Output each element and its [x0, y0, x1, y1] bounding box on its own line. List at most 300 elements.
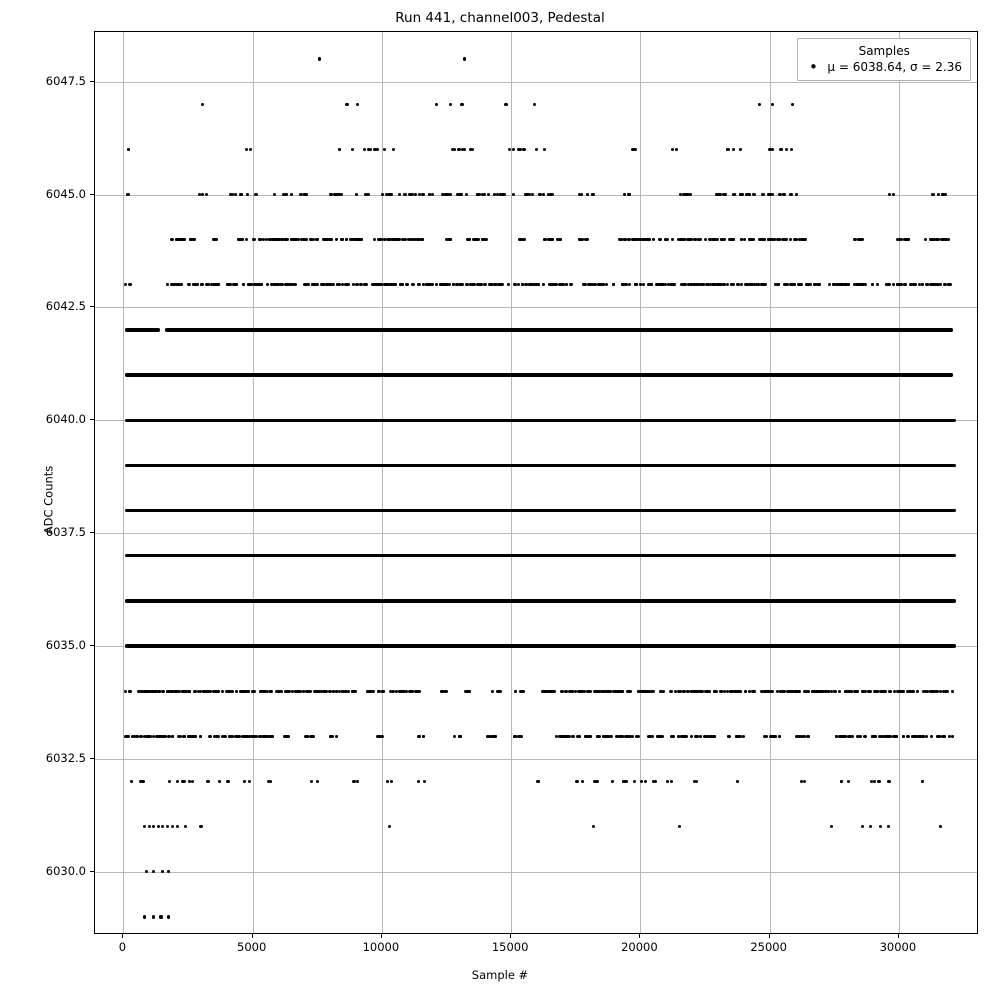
data-point — [463, 148, 466, 151]
data-point — [335, 735, 338, 738]
data-point — [167, 870, 170, 873]
data-point — [410, 193, 413, 196]
data-point — [913, 735, 916, 738]
x-tick — [381, 934, 382, 938]
x-tick — [510, 934, 511, 938]
data-point — [161, 690, 164, 693]
data-point — [558, 735, 561, 738]
data-point — [248, 780, 251, 783]
data-point — [678, 825, 681, 828]
data-point — [924, 238, 927, 241]
data-point — [523, 238, 526, 241]
data-point — [168, 690, 171, 693]
x-tick-label: 30000 — [879, 940, 917, 954]
data-point — [680, 735, 683, 738]
data-point — [381, 690, 384, 693]
data-point — [892, 193, 895, 196]
data-point — [166, 283, 169, 286]
data-point — [925, 735, 928, 738]
data-point — [386, 780, 389, 783]
data-point — [670, 780, 673, 783]
data-point — [201, 103, 204, 106]
data-point — [512, 193, 515, 196]
data-point — [921, 735, 924, 738]
data-point — [702, 283, 705, 286]
data-point — [183, 735, 186, 738]
data-point — [631, 148, 634, 151]
data-point — [844, 735, 847, 738]
data-point — [152, 915, 155, 918]
data-point — [201, 193, 204, 196]
data-point — [943, 283, 946, 286]
data-point — [786, 283, 789, 286]
data-point — [417, 690, 420, 693]
data-point — [199, 735, 202, 738]
data-point — [324, 690, 327, 693]
data-point — [159, 915, 162, 918]
data-point — [942, 735, 945, 738]
data-point — [335, 238, 338, 241]
data-point — [487, 193, 490, 196]
page-title: Run 441, channel003, Pedestal — [395, 10, 605, 26]
data-point — [269, 690, 272, 693]
data-point — [517, 148, 520, 151]
data-band — [125, 419, 956, 422]
data-point — [377, 690, 380, 693]
data-point — [867, 690, 870, 693]
data-point — [313, 690, 316, 693]
data-point — [260, 283, 263, 286]
data-point — [130, 780, 133, 783]
data-point — [612, 283, 615, 286]
data-point — [637, 690, 640, 693]
data-point — [827, 690, 830, 693]
data-point — [345, 238, 348, 241]
data-point — [273, 193, 276, 196]
data-point — [591, 193, 594, 196]
data-point — [203, 690, 206, 693]
data-point — [548, 690, 551, 693]
data-point — [290, 193, 293, 196]
data-point — [199, 825, 202, 828]
data-point — [937, 238, 940, 241]
data-point — [230, 690, 233, 693]
data-point — [145, 735, 148, 738]
data-point — [124, 690, 127, 693]
data-point — [624, 780, 627, 783]
data-point — [771, 148, 774, 151]
x-tick-label: 20000 — [621, 940, 658, 954]
y-tick-label: 6040.0 — [45, 412, 86, 427]
data-point — [453, 735, 456, 738]
data-point — [388, 825, 391, 828]
data-point — [245, 238, 248, 241]
data-point — [463, 57, 466, 60]
data-point — [861, 690, 864, 693]
data-point — [537, 780, 540, 783]
data-point — [889, 690, 892, 693]
data-point — [538, 193, 541, 196]
data-point — [611, 780, 614, 783]
data-point — [242, 283, 245, 286]
data-point — [783, 238, 786, 241]
data-point — [581, 780, 584, 783]
data-point — [578, 735, 581, 738]
data-point — [175, 238, 178, 241]
data-point — [168, 780, 171, 783]
data-point — [193, 238, 196, 241]
data-point — [127, 193, 130, 196]
x-axis-label: Sample # — [471, 968, 529, 982]
data-point — [726, 283, 729, 286]
data-point — [911, 690, 914, 693]
data-point — [380, 735, 383, 738]
data-point — [619, 735, 622, 738]
data-point — [652, 690, 655, 693]
data-point — [635, 283, 638, 286]
y-tick — [90, 194, 94, 195]
data-point — [444, 690, 447, 693]
data-point — [723, 193, 726, 196]
data-point — [618, 690, 621, 693]
x-tick — [769, 934, 770, 938]
data-point — [565, 283, 568, 286]
data-point — [878, 780, 881, 783]
data-point — [458, 735, 461, 738]
data-point — [157, 825, 160, 828]
data-point — [732, 148, 735, 151]
data-point — [640, 780, 643, 783]
data-band — [165, 328, 953, 331]
data-point — [893, 690, 896, 693]
data-point — [906, 735, 909, 738]
data-point — [793, 238, 796, 241]
data-point — [490, 283, 493, 286]
grid-line-horizontal — [95, 533, 977, 534]
data-point — [304, 735, 307, 738]
y-tick-label: 6047.5 — [45, 73, 86, 88]
data-point — [503, 193, 506, 196]
data-point — [876, 690, 879, 693]
data-point — [861, 825, 864, 828]
data-point — [690, 735, 693, 738]
data-point — [657, 735, 660, 738]
data-point — [671, 735, 674, 738]
data-point — [182, 690, 185, 693]
data-point — [208, 735, 211, 738]
data-point — [752, 690, 755, 693]
legend — [797, 38, 971, 81]
data-point — [610, 735, 613, 738]
data-point — [225, 690, 228, 693]
data-point — [188, 780, 191, 783]
data-point — [879, 825, 882, 828]
data-point — [873, 735, 876, 738]
data-point — [528, 193, 531, 196]
data-point — [213, 690, 216, 693]
data-point — [307, 283, 310, 286]
data-point — [166, 825, 169, 828]
data-point — [899, 690, 902, 693]
data-point — [951, 735, 954, 738]
data-point — [690, 690, 693, 693]
data-point — [265, 238, 268, 241]
data-point — [551, 238, 554, 241]
data-point — [782, 690, 785, 693]
data-point — [140, 690, 143, 693]
data-point — [602, 690, 605, 693]
data-point — [391, 238, 394, 241]
data-point — [937, 735, 940, 738]
data-band — [125, 554, 956, 557]
data-point — [240, 690, 243, 693]
data-point — [739, 148, 742, 151]
data-point — [493, 193, 496, 196]
data-point — [785, 148, 788, 151]
data-point — [847, 780, 850, 783]
data-point — [651, 735, 654, 738]
data-point — [542, 283, 545, 286]
data-point — [177, 283, 180, 286]
data-point — [671, 148, 674, 151]
data-point — [851, 735, 854, 738]
grid-line-horizontal — [95, 872, 977, 873]
data-point — [458, 148, 461, 151]
data-point — [789, 238, 792, 241]
data-point — [483, 193, 486, 196]
data-point — [605, 735, 608, 738]
data-point — [491, 690, 494, 693]
data-point — [328, 690, 331, 693]
data-point — [748, 690, 751, 693]
data-point — [671, 238, 674, 241]
data-point — [887, 780, 890, 783]
data-point — [679, 193, 682, 196]
data-point — [422, 735, 425, 738]
data-point — [694, 238, 697, 241]
data-point — [623, 238, 626, 241]
x-tick-label: 25000 — [750, 940, 787, 954]
data-point — [853, 690, 856, 693]
data-point — [571, 735, 574, 738]
grid-line-vertical — [640, 32, 641, 933]
data-point — [904, 283, 907, 286]
data-point — [180, 238, 183, 241]
data-point — [513, 735, 516, 738]
data-point — [489, 735, 492, 738]
y-tick — [90, 758, 94, 759]
data-point — [733, 193, 736, 196]
data-point — [453, 148, 456, 151]
data-point — [848, 735, 851, 738]
data-point — [589, 690, 592, 693]
data-point — [743, 238, 746, 241]
data-point — [329, 735, 332, 738]
data-point — [685, 193, 688, 196]
legend-title: Samples — [858, 44, 910, 58]
data-point — [266, 283, 269, 286]
data-point — [197, 690, 200, 693]
data-point — [761, 193, 764, 196]
data-point — [795, 193, 798, 196]
data-point — [736, 283, 739, 286]
data-point — [723, 238, 726, 241]
data-band — [125, 599, 956, 602]
data-point — [652, 780, 655, 783]
data-point — [341, 690, 344, 693]
data-point — [514, 690, 517, 693]
data-point — [777, 283, 780, 286]
data-point — [417, 780, 420, 783]
data-point — [939, 825, 942, 828]
data-point — [431, 193, 434, 196]
data-point — [388, 193, 391, 196]
y-axis-label: ADC Counts — [41, 465, 56, 535]
data-point — [575, 780, 578, 783]
data-point — [188, 690, 191, 693]
data-point — [398, 193, 401, 196]
y-tick-label: 6045.0 — [45, 186, 86, 201]
data-point — [627, 193, 630, 196]
data-point — [744, 690, 747, 693]
data-point — [571, 690, 574, 693]
data-point — [550, 193, 553, 196]
data-point — [739, 690, 742, 693]
y-tick — [90, 419, 94, 420]
data-point — [828, 283, 831, 286]
data-point — [740, 283, 743, 286]
legend-item-samples — [806, 60, 962, 74]
data-point — [275, 238, 278, 241]
data-point — [423, 780, 426, 783]
data-point — [395, 690, 398, 693]
data-point — [682, 238, 685, 241]
data-point — [902, 735, 905, 738]
data-point — [452, 283, 455, 286]
data-point — [789, 193, 792, 196]
data-point — [830, 825, 833, 828]
data-point — [217, 690, 220, 693]
data-point — [822, 690, 825, 693]
data-point — [351, 148, 354, 151]
data-point — [895, 735, 898, 738]
y-tick — [90, 532, 94, 533]
data-point — [850, 690, 853, 693]
data-point — [543, 148, 546, 151]
data-point — [615, 735, 618, 738]
data-point — [758, 103, 761, 106]
grid-line-vertical — [123, 32, 124, 933]
x-tick-label: 10000 — [362, 940, 400, 954]
data-point — [803, 780, 806, 783]
data-point — [788, 690, 791, 693]
data-point — [678, 690, 681, 693]
data-point — [921, 780, 924, 783]
data-point — [363, 148, 366, 151]
data-point — [414, 193, 417, 196]
data-point — [695, 690, 698, 693]
data-point — [221, 690, 224, 693]
data-point — [193, 735, 196, 738]
data-point — [167, 915, 170, 918]
data-point — [761, 690, 764, 693]
data-point — [340, 238, 343, 241]
data-point — [669, 690, 672, 693]
data-point — [579, 690, 582, 693]
data-point — [555, 283, 558, 286]
data-point — [493, 735, 496, 738]
data-point — [650, 283, 653, 286]
data-point — [243, 780, 246, 783]
y-tick — [90, 645, 94, 646]
data-point — [449, 103, 452, 106]
data-point — [623, 193, 626, 196]
data-point — [662, 690, 665, 693]
data-point — [300, 238, 303, 241]
data-point — [332, 690, 335, 693]
data-point — [682, 193, 685, 196]
data-band — [125, 464, 956, 467]
data-point — [196, 283, 199, 286]
data-point — [892, 283, 895, 286]
data-point — [559, 238, 562, 241]
data-point — [861, 238, 864, 241]
data-point — [542, 690, 545, 693]
data-point — [806, 690, 809, 693]
data-point — [368, 690, 371, 693]
data-point — [752, 193, 755, 196]
grid-line-horizontal — [95, 759, 977, 760]
data-point — [441, 193, 444, 196]
data-point — [128, 690, 131, 693]
data-point — [628, 283, 631, 286]
data-point — [269, 780, 272, 783]
data-point — [449, 193, 452, 196]
data-point — [939, 690, 942, 693]
data-point — [412, 283, 415, 286]
data-point — [584, 735, 587, 738]
data-point — [228, 735, 231, 738]
x-tick — [252, 934, 253, 938]
y-tick-label: 6042.5 — [45, 299, 86, 314]
data-point — [908, 690, 911, 693]
y-tick — [90, 81, 94, 82]
data-point — [833, 690, 836, 693]
data-point — [779, 148, 782, 151]
data-point — [345, 103, 348, 106]
data-point — [512, 148, 515, 151]
data-point — [356, 780, 359, 783]
data-point — [215, 238, 218, 241]
data-point — [352, 283, 355, 286]
data-point — [152, 870, 155, 873]
data-point — [771, 103, 774, 106]
data-point — [318, 57, 321, 60]
data-point — [652, 238, 655, 241]
data-point — [355, 193, 358, 196]
data-point — [533, 103, 536, 106]
data-point — [127, 148, 130, 151]
data-point — [598, 735, 601, 738]
data-point — [742, 735, 745, 738]
data-point — [703, 735, 706, 738]
data-point — [644, 780, 647, 783]
data-point — [189, 238, 192, 241]
data-point — [151, 690, 154, 693]
data-point — [286, 735, 289, 738]
data-point — [176, 780, 179, 783]
data-point — [537, 283, 540, 286]
